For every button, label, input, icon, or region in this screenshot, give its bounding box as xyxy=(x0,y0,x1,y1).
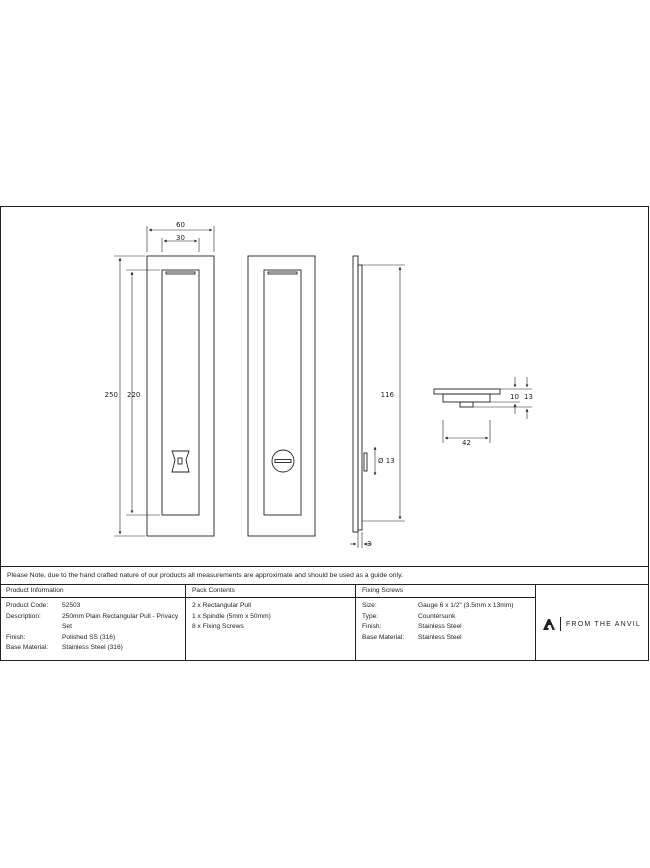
pack-contents-section xyxy=(186,585,356,661)
pack-contents-heading: Pack Contents xyxy=(186,585,355,598)
product-code-value: 52503 xyxy=(62,602,81,609)
front-recess xyxy=(162,270,199,515)
pack-item: 2 x Rectangular Pull xyxy=(192,602,252,609)
description-label: Description: xyxy=(6,612,41,620)
dim-screw-42: 42 xyxy=(462,439,471,447)
fixing-screw-view xyxy=(434,389,500,407)
screw-base-material-value: Stainless Steel xyxy=(418,633,462,641)
product-code-label: Product Code: xyxy=(6,602,49,609)
product-information-heading: Product Information xyxy=(0,585,185,598)
product-information-section xyxy=(0,585,186,661)
brand-name: FROM THE ANVIL xyxy=(566,620,642,628)
side-view xyxy=(353,256,367,532)
screw-type-label: Type: xyxy=(362,612,379,620)
front-view xyxy=(147,256,214,536)
dim-width-60: 60 xyxy=(176,221,185,229)
screw-size-value: Gauge 6 x 1/2" (3.5mm x 13mm) xyxy=(418,602,514,609)
brand-separator xyxy=(560,617,561,631)
base-material-value: Stainless Steel (316) xyxy=(62,644,123,652)
brand-logo xyxy=(542,617,641,631)
thumb-turn-icon xyxy=(172,451,189,472)
fixing-screws-heading: Fixing Screws xyxy=(356,585,535,598)
emergency-release-icon xyxy=(272,450,294,472)
dim-diameter-13: Ø 13 xyxy=(378,457,395,465)
dim-height-220: 220 xyxy=(127,391,141,399)
screw-finish-label: Finish: xyxy=(362,623,382,631)
base-material-label: Base Material: xyxy=(6,644,49,652)
anvil-logo-icon xyxy=(542,618,556,631)
finish-label: Finish: xyxy=(6,633,26,641)
screw-size-label: Size: xyxy=(362,602,377,609)
front-plate-outline xyxy=(147,256,214,536)
measurement-note: Please Note, due to the hand crafted nature of our products all measurements are approximate and should be used as a guide only. xyxy=(0,566,649,585)
back-view xyxy=(248,256,315,536)
dim-depth-3: 3 xyxy=(367,540,372,548)
dim-height-250: 250 xyxy=(104,391,118,399)
technical-drawing xyxy=(0,206,649,566)
pack-item: 1 x Spindle (5mm x 50mm) xyxy=(192,612,271,620)
screw-type-value: Countersunk xyxy=(418,612,456,620)
back-plate-outline xyxy=(248,256,315,536)
dim-width-30: 30 xyxy=(176,234,185,242)
fixing-screws-section xyxy=(356,585,536,661)
description-value: 250mm Plain Rectangular Pull - Privacy Set xyxy=(62,612,179,631)
finish-value: Polished SS (316) xyxy=(62,633,116,641)
screw-base-material-label: Base Material: xyxy=(362,633,405,641)
pack-item: 8 x Fixing Screws xyxy=(192,623,244,631)
dim-screw-13: 13 xyxy=(524,393,533,401)
dim-screw-10: 10 xyxy=(510,393,519,401)
screw-finish-value: Stainless Steel xyxy=(418,623,462,631)
back-recess xyxy=(264,270,301,515)
dim-height-116: 116 xyxy=(380,391,394,399)
